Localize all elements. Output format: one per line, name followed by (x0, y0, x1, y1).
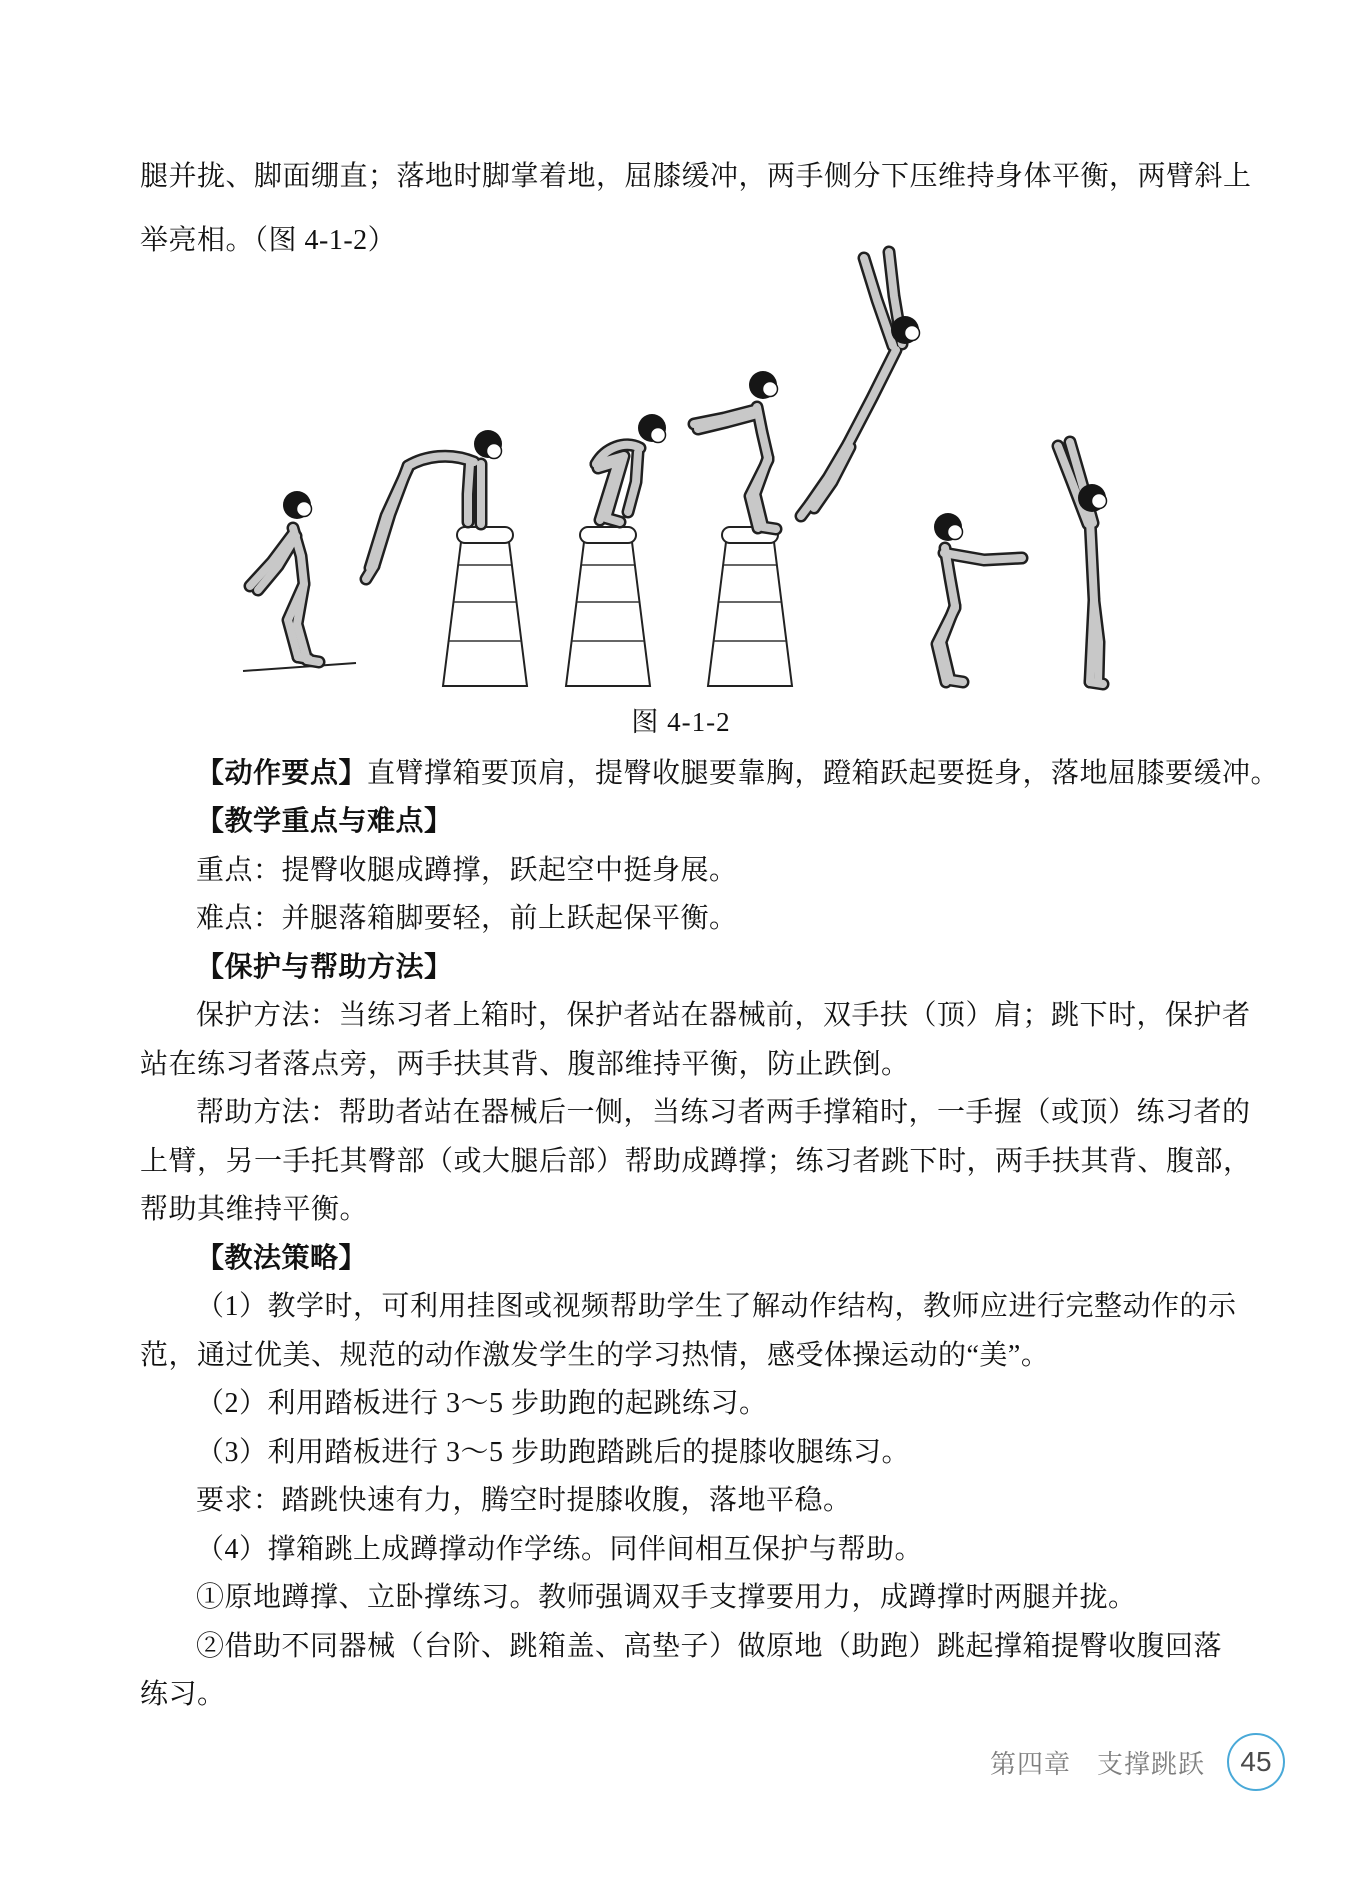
text-line (140, 1387, 1278, 1421)
text-line (140, 999, 1278, 1033)
text-line (140, 1193, 1222, 1227)
ground-line (243, 663, 356, 671)
gymnast-figure (250, 491, 319, 662)
page-footer (990, 1733, 1285, 1791)
text-line (140, 160, 1252, 194)
text-line (140, 805, 1278, 839)
section-label: 支撑跳跃 (1096, 1748, 1205, 1779)
text-line (140, 1436, 1278, 1470)
line-text: ①原地蹲撑、立卧撑练习。教师强调双手支撑要用力，成蹲撑时两腿并拢。 (196, 1582, 1137, 1613)
text-line (140, 1242, 1278, 1276)
vault-box (566, 527, 650, 686)
line-text: 难点：并腿落箱脚要轻，前上跃起保平衡。 (196, 903, 738, 934)
page-number-badge (1227, 1733, 1285, 1791)
chapter-label: 第四章 (989, 1748, 1071, 1779)
section-heading: 【动作要点】 (196, 758, 368, 789)
line-text: 重点：提臀收腿成蹲撑，跃起空中挺身展。 (196, 855, 738, 886)
line-text: 保护方法：当练习者上箱时，保护者站在器械前，双手扶（顶）肩；跳下时，保护者 (196, 1000, 1251, 1031)
gymnast-figure (801, 252, 920, 516)
gymnast-figure (694, 371, 778, 529)
text-line (140, 1581, 1278, 1615)
line-text: 腿并拢、脚面绷直；落地时脚掌着地，屈膝缓冲，两手侧分下压维持身体平衡，两臂斜上 (140, 161, 1252, 192)
page-number: 45 (1240, 1746, 1272, 1777)
line-text: （3）利用踏板进行 3～5 步助跑踏跳后的提膝收腿练习。 (196, 1437, 911, 1468)
gymnast-figure (596, 414, 666, 522)
line-text: 范，通过优美、规范的动作激发学生的学习热情，感受体操运动的“美”。 (140, 1340, 1050, 1371)
line-text: ②借助不同器械（台阶、跳箱盖、高垫子）做原地（助跑）跳起撑箱提臀收腹回落 (196, 1631, 1223, 1662)
line-text: 要求：踏跳快速有力，腾空时提膝收腹，落地平稳。 (196, 1485, 852, 1516)
text-line (140, 1484, 1278, 1518)
line-text: （4）撑箱跳上成蹲撑动作学练。同伴间相互保护与帮助。 (196, 1534, 924, 1565)
gymnast-figure (366, 430, 502, 579)
line-text: 练习。 (140, 1679, 226, 1710)
figure-caption: 图 4-1-2 (631, 707, 731, 737)
line-text: （2）利用踏板进行 3～5 步助跑的起跳练习。 (196, 1388, 768, 1419)
section-heading: 【保护与帮助方法】 (196, 952, 453, 983)
text-line (140, 224, 1222, 258)
text-line (140, 1630, 1278, 1664)
section-heading: 【教法策略】 (196, 1243, 368, 1274)
running-footer-label (990, 1744, 1205, 1781)
text-line (140, 1145, 1252, 1179)
vault-box (443, 527, 527, 686)
text-line (140, 854, 1278, 888)
line-text: 帮助方法：帮助者站在器械后一侧，当练习者两手撑箱时，一手握（或顶）练习者的 (196, 1097, 1251, 1128)
text-line (140, 1048, 1222, 1082)
text-line (140, 757, 1278, 791)
text-line (140, 1678, 1222, 1712)
text-line (140, 1290, 1278, 1324)
line-text: 上臂，另一手托其臀部（或大腿后部）帮助成蹲撑；练习者跳下时，两手扶其背、腹部， (140, 1146, 1252, 1177)
text-line (140, 1533, 1278, 1567)
text-line (140, 1339, 1222, 1373)
text-line (140, 1096, 1278, 1130)
line-text: （1）教学时，可利用挂图或视频帮助学生了解动作结构，教师应进行完整动作的示 (196, 1291, 1237, 1322)
section-heading: 【教学重点与难点】 (196, 806, 453, 837)
gymnast-figure (934, 513, 1022, 682)
vault-box (708, 527, 792, 686)
line-text: 站在练习者落点旁，两手扶其背、腹部维持平衡，防止跌倒。 (140, 1049, 910, 1080)
text-line (140, 902, 1278, 936)
line-text: 举亮相。（图 4-1-2） (140, 225, 397, 256)
line-text: 直臂撑箱要顶肩，提臀收腿要靠胸，蹬箱跃起要挺身，落地屈膝要缓冲。 (367, 758, 1280, 789)
gymnast-figure (1058, 442, 1107, 684)
text-line (140, 951, 1278, 985)
line-text: 帮助其维持平衡。 (140, 1194, 369, 1225)
